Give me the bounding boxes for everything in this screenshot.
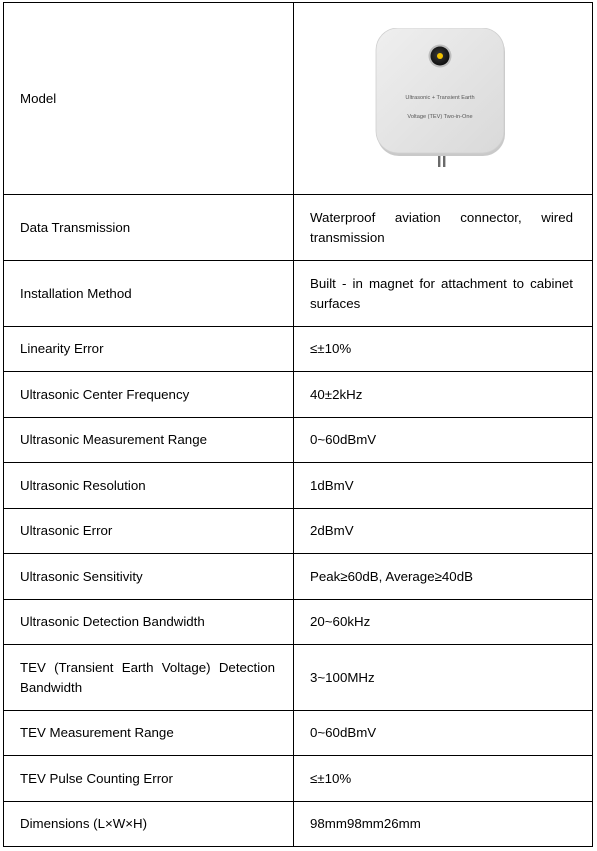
- table-row: [4, 554, 593, 600]
- spec-label: Ultrasonic Detection Bandwidth: [4, 600, 294, 645]
- spec-label: Ultrasonic Center Frequency: [4, 372, 294, 418]
- spec-value: 3~100MHz: [294, 645, 593, 711]
- spec-value: Peak≥60dB, Average≥40dB: [294, 554, 593, 600]
- spec-label: Model: [4, 3, 294, 195]
- spec-value: ≤±10%: [294, 327, 593, 372]
- spec-label: TEV (Transient Earth Voltage) Detection Bandwidth: [4, 645, 294, 711]
- table-row: [4, 261, 593, 327]
- table-row: [4, 645, 593, 711]
- model-image-cell: [294, 3, 593, 195]
- spec-label: Ultrasonic Measurement Range: [4, 418, 294, 463]
- specification-table: [3, 2, 593, 847]
- spec-value: Waterproof aviation connector, wired transmission: [294, 195, 593, 261]
- device-print-line2: Voltage (TEV) Two-in-One: [407, 113, 473, 120]
- spec-label: TEV Measurement Range: [4, 711, 294, 756]
- spec-label: Ultrasonic Resolution: [4, 463, 294, 509]
- spec-value: Built - in magnet for attachment to cabinet surfaces: [294, 261, 593, 327]
- table-row: [4, 195, 593, 261]
- spec-value: 0~60dBmV: [294, 418, 593, 463]
- table-row: [4, 600, 593, 645]
- spec-value: 20~60kHz: [294, 600, 593, 645]
- sensor-center: [437, 53, 443, 59]
- table-row: [4, 756, 593, 802]
- spec-label: TEV Pulse Counting Error: [4, 756, 294, 802]
- table-row: [4, 509, 593, 554]
- spec-label: Dimensions (L×W×H): [4, 802, 294, 847]
- device-photo: [375, 28, 511, 170]
- table-row: [4, 711, 593, 756]
- table-row: [4, 802, 593, 847]
- device-print-line1: Ultrasonic + Transient Earth: [405, 94, 475, 101]
- table-row: [4, 372, 593, 418]
- spec-value: 98mm98mm26mm: [294, 802, 593, 847]
- table-row: [4, 327, 593, 372]
- spec-value: ≤±10%: [294, 756, 593, 802]
- spec-label: Ultrasonic Sensitivity: [4, 554, 294, 600]
- spec-value: 1dBmV: [294, 463, 593, 509]
- spec-label: Installation Method: [4, 261, 294, 327]
- table-row: [4, 463, 593, 509]
- spec-label: Ultrasonic Error: [4, 509, 294, 554]
- table-row: [4, 3, 593, 195]
- spec-value: 2dBmV: [294, 509, 593, 554]
- spec-value: 40±2kHz: [294, 372, 593, 418]
- spec-value: 0~60dBmV: [294, 711, 593, 756]
- spec-label: Data Transmission: [4, 195, 294, 261]
- table-row: [4, 418, 593, 463]
- spec-label: Linearity Error: [4, 327, 294, 372]
